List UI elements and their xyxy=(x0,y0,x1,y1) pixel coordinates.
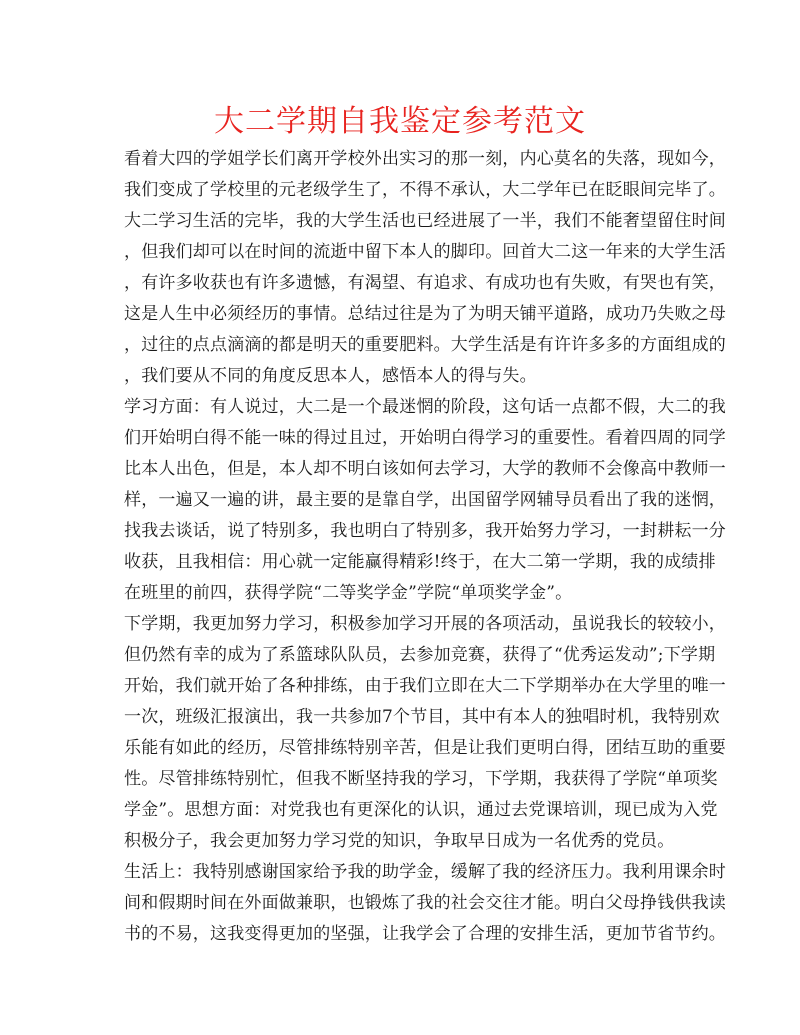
document-title: 大二学期自我鉴定参考范文 xyxy=(214,104,586,139)
body-line: 比本人出色，但是，本人却不明白该如何去学习，大学的教师不会像高中教师一 xyxy=(124,459,726,479)
body-line: 一次，班级汇报演出，我一共参加7个节目，其中有本人的独唱时机，我特别欢 xyxy=(124,707,720,727)
body-line: 乐能有如此的经历，尽管排练特别辛苦，但是让我们更明白得，团结互助的重要 xyxy=(124,738,726,758)
body-line: 在班里的前四，获得学院“二等奖学金”学院“单项奖学金”。 xyxy=(124,583,573,603)
body-line: 开始，我们就开始了各种排练，由于我们立即在大二下学期举办在大学里的唯一 xyxy=(124,676,726,696)
body-line: 性。尽管排练特别忙，但我不断坚持我的学习，下学期，我获得了学院“单项奖 xyxy=(124,769,718,789)
body-line: 我们变成了学校里的元老级学生了，不得不承认，大二学年已在眨眼间完毕了。 xyxy=(124,180,726,200)
body-line: 这是人生中必须经历的事情。总结过往是为了为明天铺平道路，成功乃失败之母 xyxy=(124,304,726,324)
body-line: ，过往的点点滴滴的都是明天的重要肥料。大学生活是有许许多多的方面组成的 xyxy=(124,335,726,355)
body-line: 大二学习生活的完毕，我的大学生活也已经进展了一半，我们不能奢望留住时间 xyxy=(124,211,726,231)
body-line: 找我去谈话，说了特别多，我也明白了特别多，我开始努力学习，一封耕耘一分 xyxy=(124,521,726,541)
body-line: 看着大四的学姐学长们离开学校外出实习的那一刻，内心莫名的失落，现如今， xyxy=(124,149,726,169)
body-line: 但仍然有幸的成为了系篮球队队员，去参加竞赛，获得了“优秀运发动”;下学期 xyxy=(124,645,716,665)
body-line: 积极分子，我会更加努力学习党的知识，争取早日成为一名优秀的党员。 xyxy=(124,831,675,851)
body-line: ，但我们却可以在时间的流逝中留下本人的脚印。回首大二这一年来的大学生活 xyxy=(124,242,726,262)
body-line: 学习方面：有人说过，大二是一个最迷惘的阶段，这句话一点都不假，大二的我 xyxy=(124,397,726,417)
body-line: 间和假期时间在外面做兼职，也锻炼了我的社会交往才能。明白父母挣钱供我读 xyxy=(124,893,726,913)
body-line: 收获，且我相信：用心就一定能赢得精彩!终于，在大二第一学期，我的成绩排 xyxy=(124,552,716,572)
body-line: 下学期，我更加努力学习，积极参加学习开展的各项活动，虽说我长的较较小， xyxy=(124,614,726,634)
body-line: 书的不易，这我变得更加的坚强，让我学会了合理的安排生活，更加节省节约。 xyxy=(124,924,726,944)
body-line: 样，一遍又一遍的讲，最主要的是靠自学，出国留学网辅导员看出了我的迷惘， xyxy=(124,490,726,510)
body-line: 们开始明白得不能一味的得过且过，开始明白得学习的重要性。看着四周的同学 xyxy=(124,428,726,448)
body-line: 学金”。思想方面：对党我也有更深化的认识，通过去党课培训，现已成为入党 xyxy=(124,800,718,820)
body-line: 生活上：我特别感谢国家给予我的助学金，缓解了我的经济压力。我利用课余时 xyxy=(124,862,726,882)
body-line: ，我们要从不同的角度反思本人，感悟本人的得与失。 xyxy=(124,366,537,386)
body-line: ，有许多收获也有许多遗憾，有渴望、有追求、有成功也有失败，有哭也有笑， xyxy=(124,273,726,293)
document-body xyxy=(124,144,726,950)
